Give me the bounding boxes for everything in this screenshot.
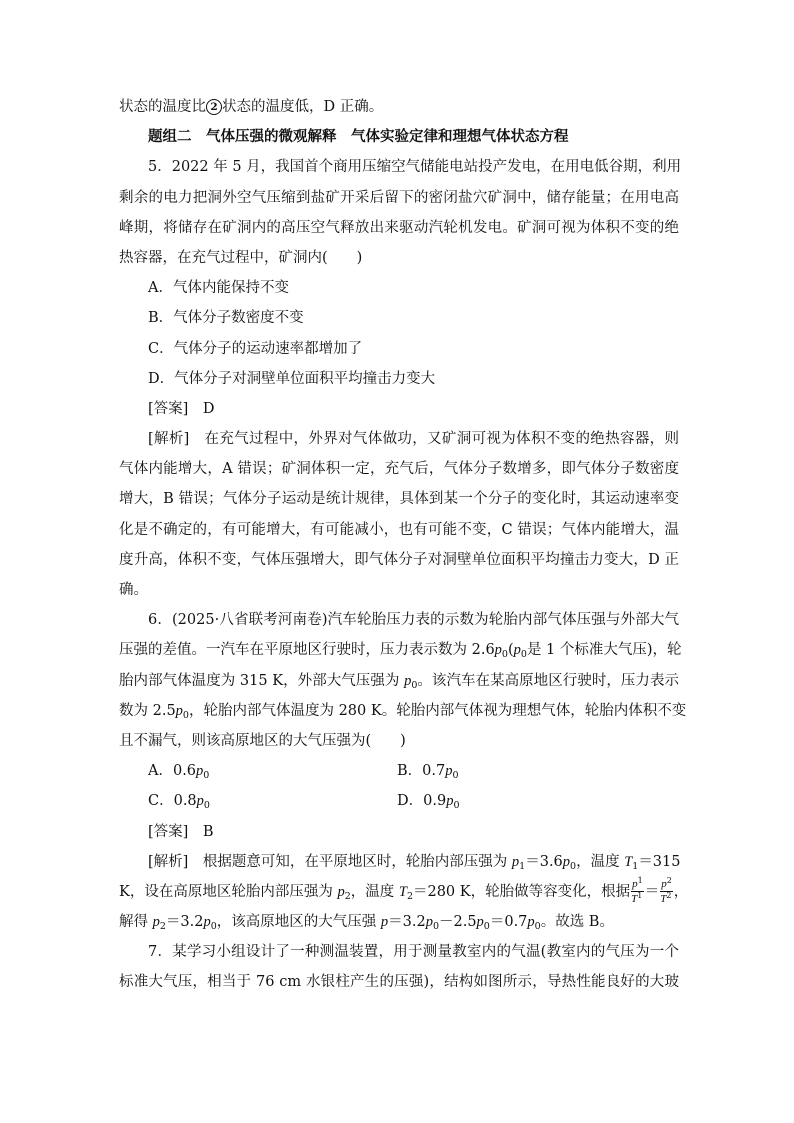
q6-line-5: 且不漏气，则该高原地区的大气压强为( ): [119, 732, 406, 749]
fraction-p2-t2: $\frac{p^2}{T^2}$: [660, 876, 672, 906]
q6-line-1: 6．(2025·八省联考河南卷)汽车轮胎压力表的示数为轮胎内部气体压强与外部大气: [148, 612, 679, 629]
q5-analysis-1: [解析] 在充气过程中，外界对气体做功，又矿洞可视为体积不变的绝热容器，则: [148, 431, 679, 448]
q5-option-d: D．气体分子对洞壁单位面积平均撞击力变大: [148, 370, 436, 387]
q5-option-c: C．气体分子的运动速率都增加了: [148, 340, 363, 357]
q6-line-4: 数为 $2.5p_0$，轮胎内部气体温度为 280 K。轮胎内部气体视为理想气体，轮胎内体积不变: [119, 702, 687, 721]
q6-options-row-1: [119, 756, 679, 786]
q6-options-row-2: [119, 786, 679, 816]
q6-analysis-2: K，设在高原地区轮胎内部压强为 $p_2$，温度 $T_2=280$ K，轮胎做等容变化，根据 $\frac{p^1}{T^1}$ ＝ $\frac{p^2}{T^2}$ ，: [119, 876, 689, 906]
q6-answer: [答案] B: [148, 823, 214, 840]
fraction-p1-t1: $\frac{p^1}{T^1}$: [631, 876, 643, 906]
q5-analysis-2: 气体内能增大，A 错误；矿洞体积一定，充气后，气体分子数增多，即气体分子数密度: [119, 461, 679, 478]
q5-analysis-3: 增大，B 错误；气体分子运动是统计规律，具体到某一个分子的变化时，其运动速率变: [119, 491, 679, 508]
text-line: [119, 92, 679, 122]
q6-line-3: 胎内部气体温度为 315 K，外部大气压强为 $p_0$。该汽车在某高原地区行驶时，压力表示: [119, 672, 680, 691]
q5-analysis-6: 确。: [119, 582, 148, 598]
q6-option-b: B．$0.7p_0$: [397, 763, 459, 782]
q7-line-2: 标准大气压，相当于 76 cm 水银柱产生的压强)，结构如图所示，导热性能良好的大玻: [119, 974, 679, 991]
q5-answer: [答案] D: [148, 400, 215, 417]
q6-line-2: 压强的差值。一汽车在平原地区行驶时，压力表示数为 $2.6p_0(p_0$是 1 个标准大气压)，轮: [119, 642, 682, 661]
q6-analysis-3: 解得 $p_2=3.2p_0$，该高原地区的大气压强 $p=3.2p_0-2.5p_0=0.7p_0$。故选 B。: [119, 914, 614, 933]
q6-option-a: A．$0.6p_0$: [148, 763, 210, 782]
q6-option-c: C．$0.8p_0$: [148, 793, 210, 812]
q5-analysis-5: 度升高，体积不变，气体压强增大，即气体分子对洞壁单位面积平均撞击力变大，D 正: [119, 551, 679, 568]
q6-option-d: D．$0.9p_0$: [397, 793, 460, 812]
q5-option-b: B．气体分子数密度不变: [148, 310, 304, 327]
q5-line-4: 热容器，在充气过程中，矿洞内( ): [119, 249, 363, 266]
circled-number: 2: [206, 99, 222, 115]
q6-analysis-1: [解析] 根据题意可知，在平原地区时，轮胎内部压强为 $p_1=3.6p_0$，温度 $T_1=315$: [148, 853, 681, 872]
page-content: [119, 92, 689, 998]
text: 状态的温度比: [119, 99, 206, 115]
q5-line-2: 剩余的电力把洞外空气压缩到盐矿开采后留下的密闭盐穴矿洞中，储存能量；在用电高: [119, 189, 679, 206]
q5-option-a: A．气体内能保持不变: [148, 280, 289, 297]
text: 状态的温度低，D 正确。: [222, 99, 384, 115]
q7-line-1: 7．某学习小组设计了一种测温装置，用于测量教室内的气温(教室内的气压为一个: [148, 944, 679, 961]
q5-analysis-4: 化是不确定的，有可能增大，有可能减小，也有可能不变，C 错误；气体内能增大，温: [119, 521, 679, 538]
q5-line-3: 峰期，将储存在矿洞内的高压空气释放出来驱动汽轮机发电。矿洞可视为体积不变的绝: [119, 219, 679, 236]
section-heading: 题组二 气体压强的微观解释 气体实验定律和理想气体状态方程: [148, 128, 569, 146]
q5-line-1: 5．2022 年 5 月，我国首个商用压缩空气储能电站投产发电，在用电低谷期，利用: [148, 159, 682, 176]
